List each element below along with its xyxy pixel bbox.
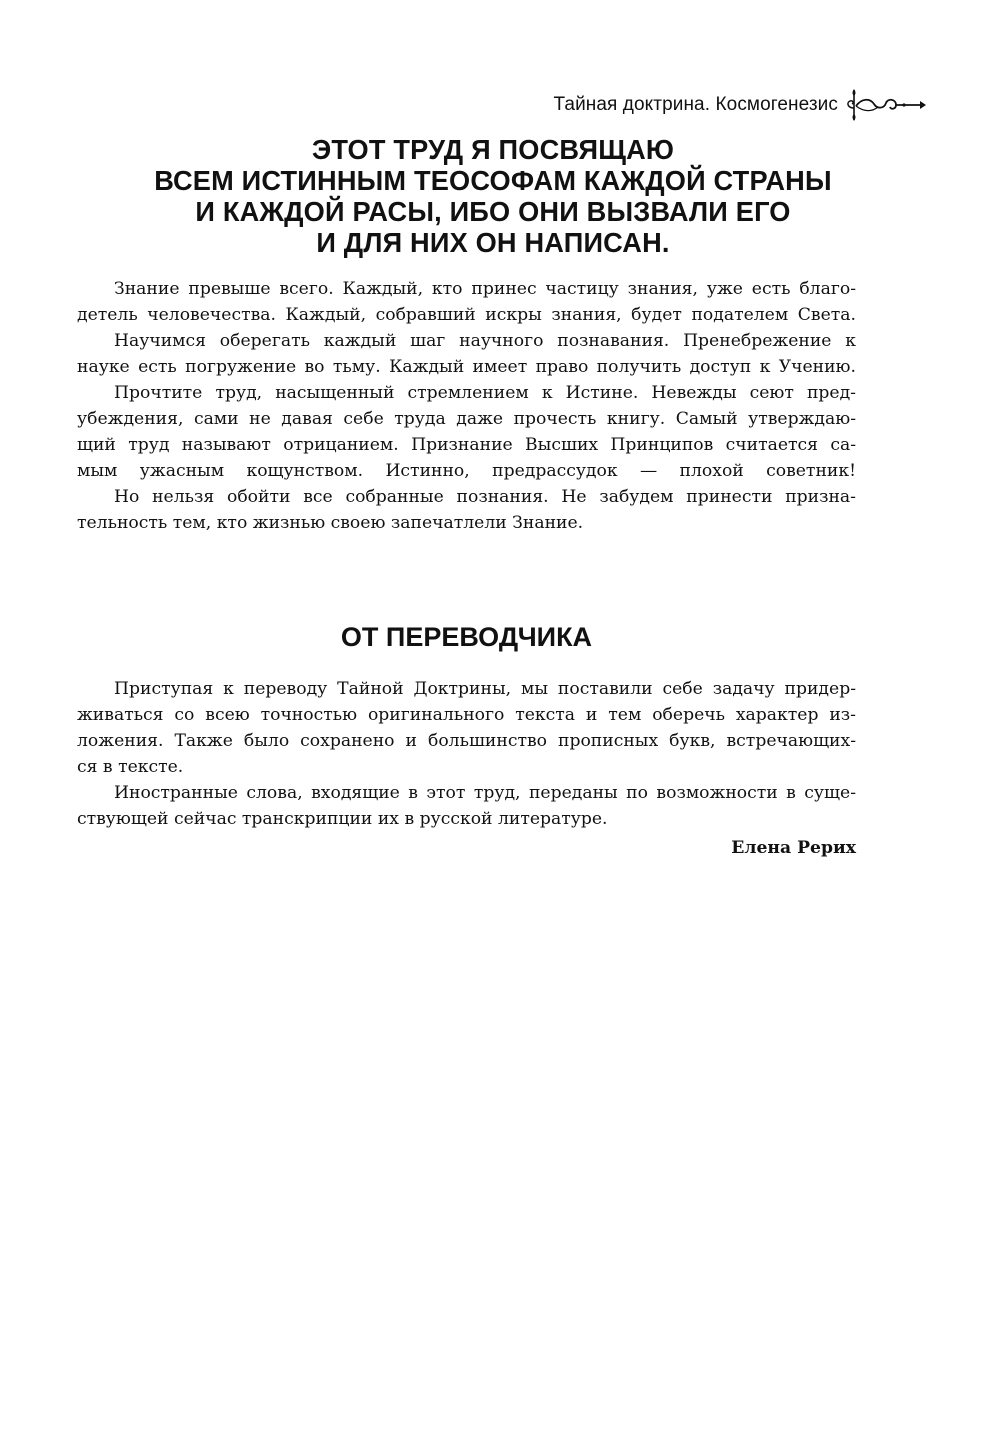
dedication-line: И КАЖДОЙ РАСЫ, ИБО ОНИ ВЫЗВАЛИ ЕГО	[195, 196, 791, 227]
text-line: тельность тем, кто жизнью своею запечатлели Знание.	[77, 513, 584, 533]
text-line: щий труд называют отрицанием. Признание Высших Принципов считается са-	[77, 435, 856, 455]
text-line: ствующей сейчас транскрипции их в русской литературе.	[77, 809, 608, 829]
paragraph	[77, 328, 856, 380]
dedication-body	[77, 276, 856, 536]
text-line: Научимся оберегать каждый шаг научного познавания. Пренебрежение к	[114, 331, 856, 351]
text-line: живаться со всею точностью оригинального текста и тем оберечь характер из-	[77, 705, 856, 725]
text-line: Знание превыше всего. Каждый, кто принес частицу знания, уже есть благо-	[114, 279, 856, 299]
signature: Елена Рерих	[731, 838, 856, 858]
text-line: ложения. Также было сохранено и большинство прописных букв, встречающих-	[77, 731, 856, 751]
flourish-ornament-icon	[844, 88, 926, 122]
paragraph	[77, 380, 856, 484]
paragraph	[77, 676, 856, 780]
running-header	[554, 88, 926, 122]
running-title: Тайная доктрина. Космогенезис	[553, 94, 838, 115]
text-line: ся в тексте.	[77, 757, 184, 777]
section-title: ОТ ПЕРЕВОДЧИКА	[340, 622, 593, 652]
paragraph	[77, 780, 856, 832]
paragraph	[77, 276, 856, 328]
text-line: Приступая к переводу Тайной Доктрины, мы поставили себе задачу придер-	[114, 679, 856, 699]
dedication-line: ЭТОТ ТРУД Я ПОСВЯЩАЮ	[311, 134, 675, 165]
text-line: Но нельзя обойти все собранные познания. Не забудем принести призна-	[114, 487, 856, 507]
text-line: Прочтите труд, насыщенный стремлением к Истине. Невежды сеют пред-	[114, 383, 856, 403]
text-line: науке есть погружение во тьму. Каждый имеет право получить доступ к Учению.	[77, 357, 856, 377]
text-line: Иностранные слова, входящие в этот труд, переданы по возможности в суще-	[114, 783, 856, 803]
text-line: детель человечества. Каждый, собравший искры знания, будет подателем Света.	[77, 305, 856, 325]
dedication-line: ВСЕМ ИСТИННЫМ ТЕОСОФАМ КАЖДОЙ СТРАНЫ	[154, 165, 832, 196]
translator-note	[77, 676, 856, 861]
text-line: мым ужасным кощунством. Истинно, предрассудок — плохой советник!	[77, 461, 856, 481]
paragraph	[77, 484, 856, 536]
dedication-line: И ДЛЯ НИХ ОН НАПИСАН.	[316, 227, 670, 258]
dedication-heading	[73, 134, 913, 258]
text-line: убеждения, сами не давая себе труда даже прочесть книгу. Самый утверждаю-	[77, 409, 856, 429]
